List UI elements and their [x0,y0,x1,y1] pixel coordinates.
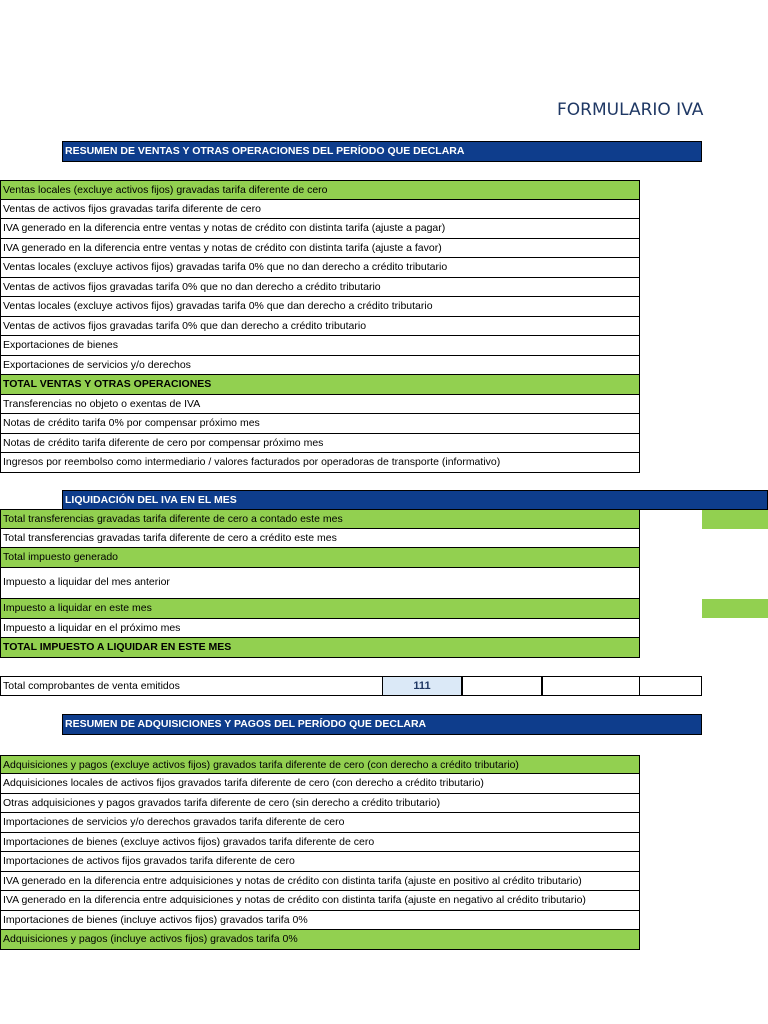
empty-cell[interactable] [542,676,702,696]
liquidation-row: Total transferencias gravadas tarifa diferente de cero a contado este mes [0,509,640,529]
purchases-row: Otras adquisiciones y pagos gravados tarifa diferente de cero (sin derecho a crédito tributario) [0,794,640,813]
sales-row: Ventas de activos fijos gravadas tarifa diferente de cero [0,200,640,219]
purchases-row: Adquisiciones y pagos (excluye activos fijos) gravados tarifa diferente de cero (con derecho a crédito tributario) [0,755,640,774]
green-band [702,599,768,618]
sales-row: Ventas locales (excluye activos fijos) gravadas tarifa diferente de cero [0,180,640,200]
sales-row: Exportaciones de bienes [0,336,640,356]
purchases-row: IVA generado en la diferencia entre adquisiciones y notas de crédito con distinta tarifa (ajuste en positivo al crédito tributario) [0,872,640,891]
empty-cell[interactable] [462,676,542,696]
sales-row: Ventas locales (excluye activos fijos) gravadas tarifa 0% que dan derecho a crédito tributario [0,297,640,317]
purchases-row: IVA generado en la diferencia entre adquisiciones y notas de crédito con distinta tarifa (ajuste en negativo al crédito tributario) [0,891,640,911]
liquidation-row: Impuesto a liquidar en el próximo mes [0,619,640,638]
purchases-row: Adquisiciones y pagos (incluye activos fijos) gravados tarifa 0% [0,930,640,950]
sales-row: IVA generado en la diferencia entre ventas y notas de crédito con distinta tarifa (ajuste a favor) [0,239,640,258]
sales-row: Ventas locales (excluye activos fijos) gravadas tarifa 0% que no dan derecho a crédito tributario [0,258,640,278]
liquidation-row: Impuesto a liquidar del mes anterior [0,568,640,599]
sales-row: Notas de crédito tarifa 0% por compensar próximo mes [0,414,640,434]
form-title: FORMULARIO IVA [557,100,704,120]
comprobantes-value-cell[interactable]: 111 [382,676,462,696]
sales-row: Ingresos por reembolso como intermediario / valores facturados por operadoras de transporte (informativo) [0,453,640,473]
liquidation-row: Impuesto a liquidar en este mes [0,599,640,619]
sales-row: Exportaciones de servicios y/o derechos [0,356,640,375]
sales-row: Transferencias no objeto o exentas de IVA [0,395,640,414]
total-tax-row: TOTAL IMPUESTO A LIQUIDAR EN ESTE MES [0,638,640,658]
purchases-row: Importaciones de servicios y/o derechos gravados tarifa diferente de cero [0,813,640,833]
liquidation-row: Total transferencias gravadas tarifa diferente de cero a crédito este mes [0,529,640,548]
total-sales-row: TOTAL VENTAS Y OTRAS OPERACIONES [0,375,640,395]
green-band [702,510,768,529]
sales-row: Notas de crédito tarifa diferente de cero por compensar próximo mes [0,434,640,453]
sales-row: IVA generado en la diferencia entre ventas y notas de crédito con distinta tarifa (ajuste a pagar) [0,219,640,239]
purchases-row: Importaciones de bienes (incluye activos fijos) gravados tarifa 0% [0,911,640,930]
sales-row: Ventas de activos fijos gravadas tarifa 0% que dan derecho a crédito tributario [0,317,640,336]
section-header-ventas: RESUMEN DE VENTAS Y OTRAS OPERACIONES DEL PERÍODO QUE DECLARA [62,141,702,162]
purchases-row: Importaciones de activos fijos gravados tarifa diferente de cero [0,852,640,872]
section-header-adquisiciones: RESUMEN DE ADQUISICIONES Y PAGOS DEL PERÍODO QUE DECLARA [62,714,702,735]
comprobantes-label: Total comprobantes de venta emitidos [3,680,180,692]
liquidation-row: Total impuesto generado [0,548,640,568]
purchases-row: Importaciones de bienes (excluye activos fijos) gravados tarifa diferente de cero [0,833,640,852]
purchases-row: Adquisiciones locales de activos fijos gravados tarifa diferente de cero (con derecho a crédito tributario) [0,774,640,794]
sales-row: Ventas de activos fijos gravadas tarifa 0% que no dan derecho a crédito tributario [0,278,640,297]
section-header-liquidacion: LIQUIDACIÓN DEL IVA EN EL MES [62,490,768,510]
